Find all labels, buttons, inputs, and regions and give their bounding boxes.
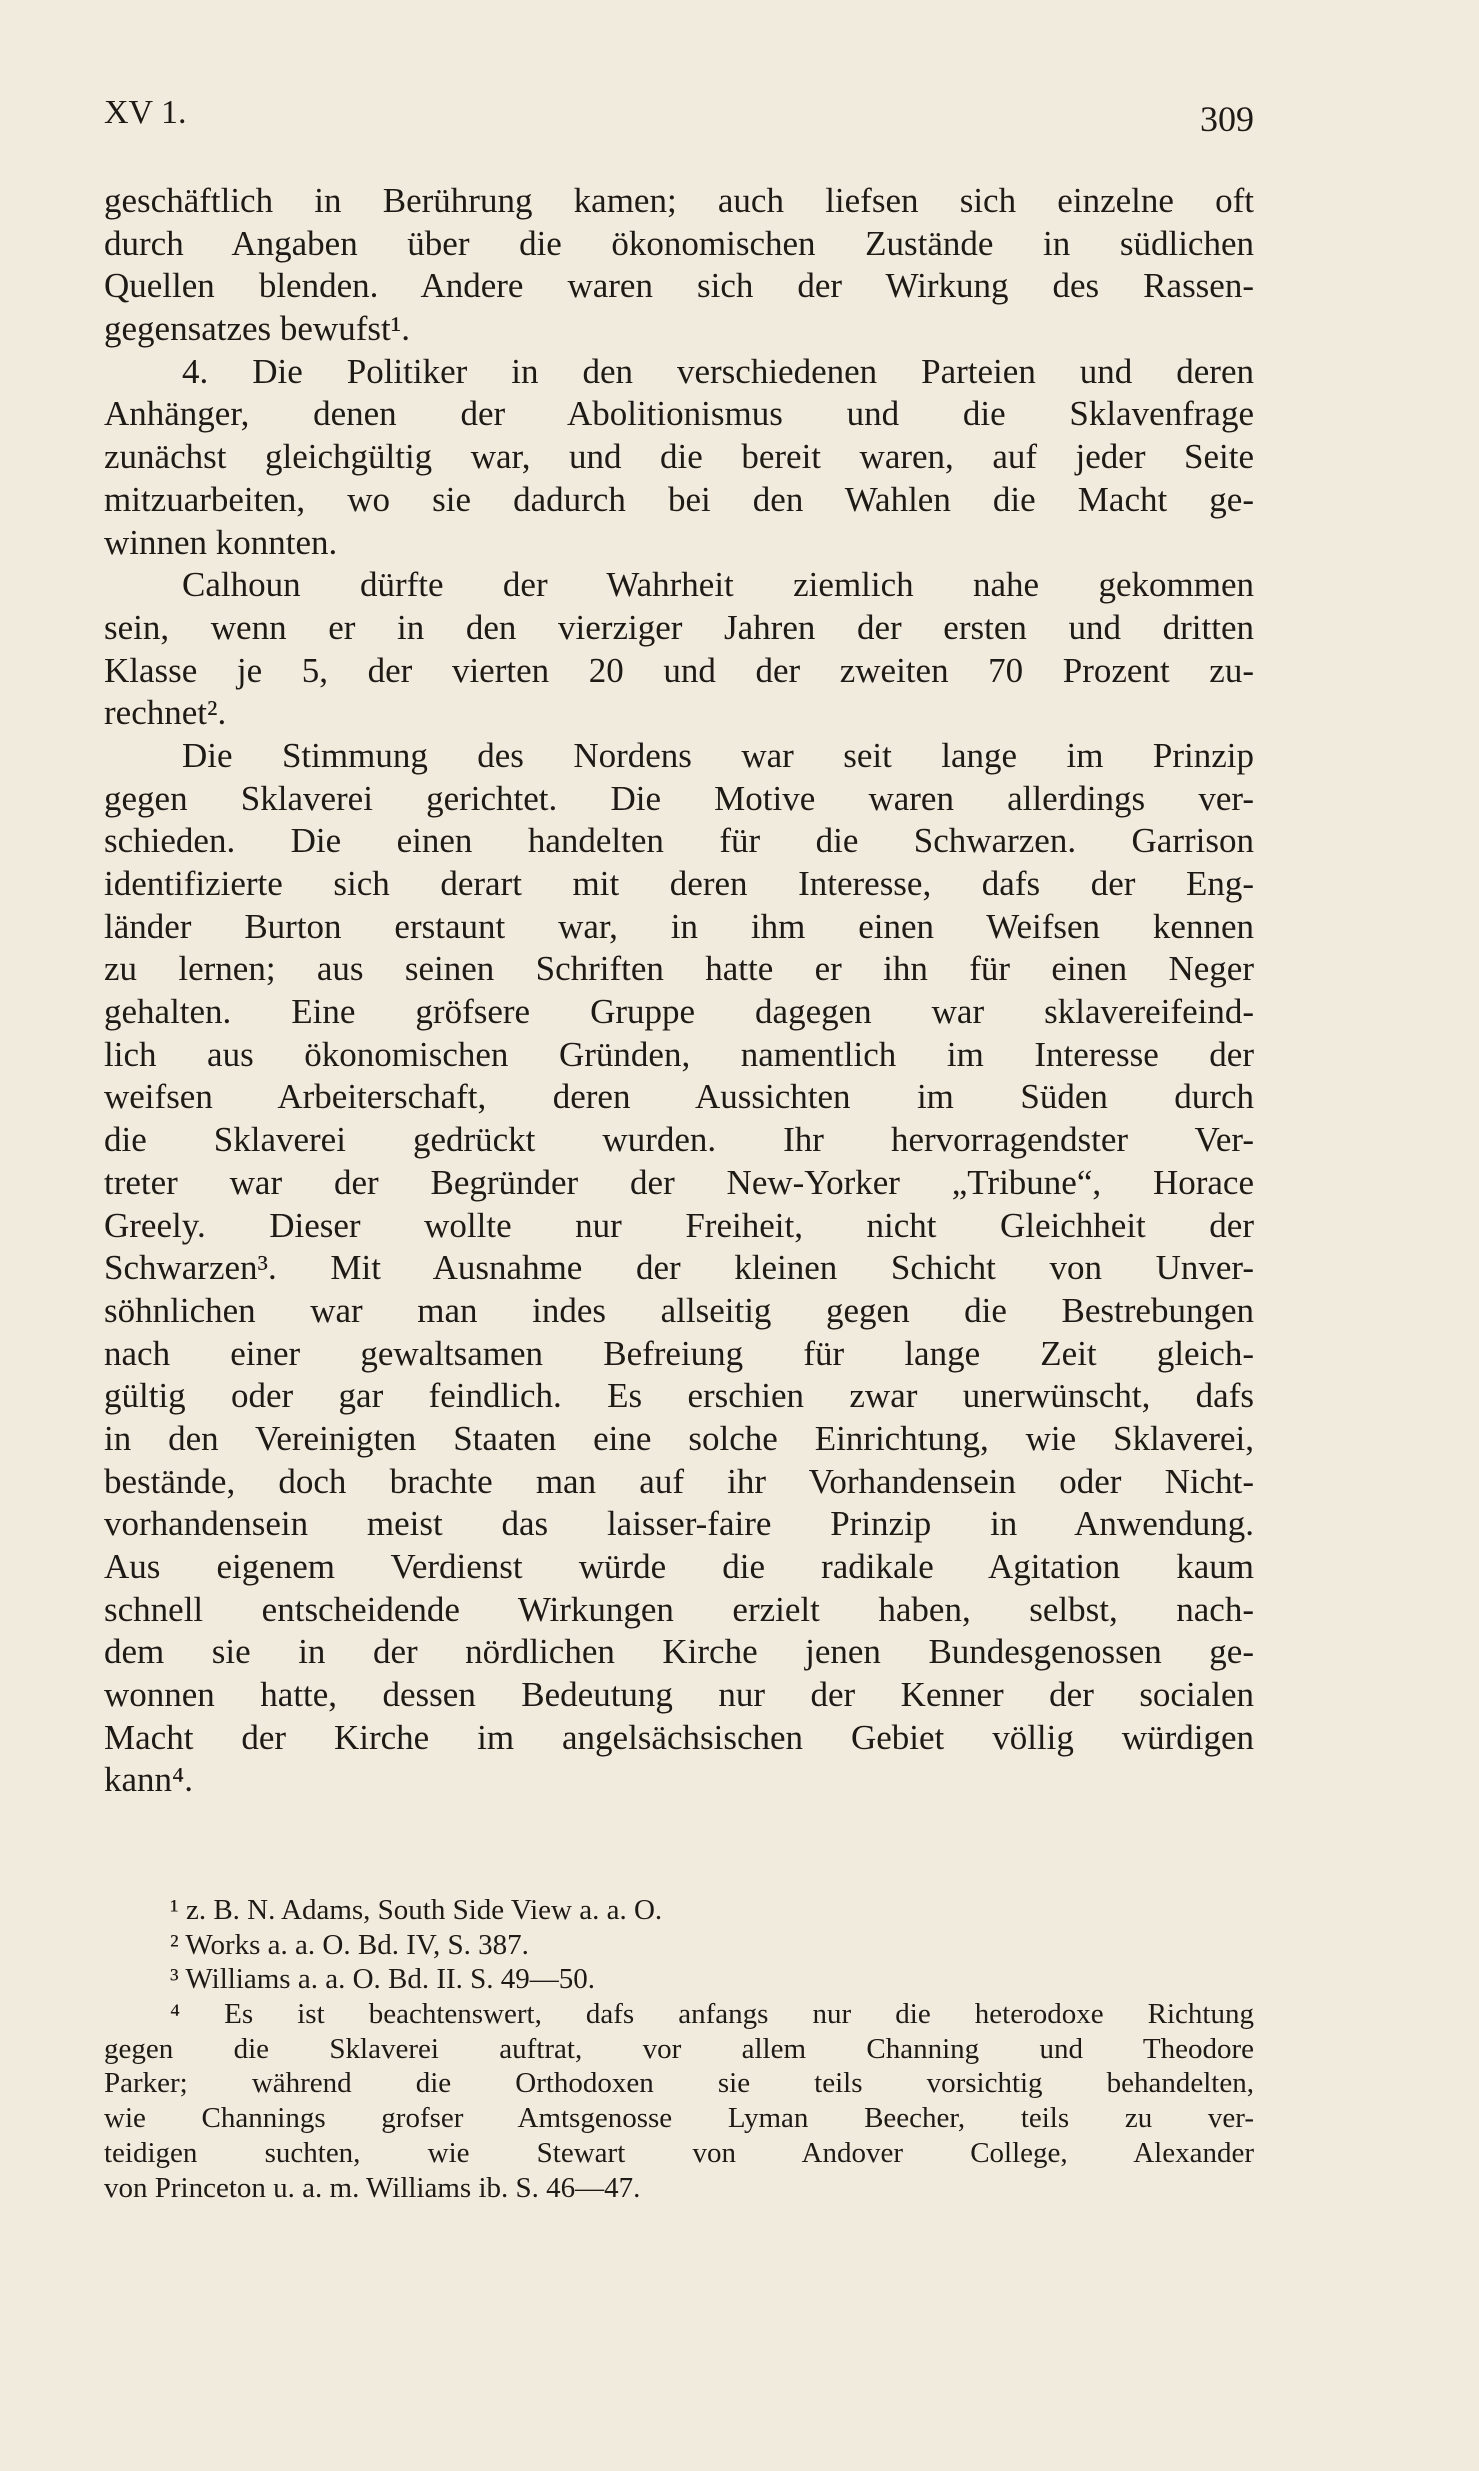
text-line: söhnlichen war man indes allseitig gegen die Bestrebungen	[104, 1290, 1254, 1330]
text-line: 4. Die Politiker in den verschiedenen Parteien und deren	[182, 351, 1254, 391]
text-line: wonnen hatte, dessen Bedeutung nur der Kenner der socialen	[104, 1675, 1254, 1715]
text-line: sein, wenn er in den vierziger Jahren der ersten und dritten	[104, 607, 1254, 647]
text-line: gültig oder gar feindlich. Es erschien zwar unerwünscht, dafs	[104, 1376, 1254, 1416]
text-line: zu lernen; aus seinen Schriften hatte er ihn für einen Neger	[104, 949, 1254, 989]
text-line: Anhänger, denen der Abolitionismus und die Sklavenfrage	[104, 394, 1254, 434]
text-line: gegen Sklaverei gerichtet. Die Motive waren allerdings ver-	[104, 778, 1254, 818]
text-line: mitzuarbeiten, wo sie dadurch bei den Wahlen die Macht ge-	[104, 479, 1254, 519]
footnote-line: Parker; während die Orthodoxen sie teils vorsichtig behandelten,	[104, 2067, 1254, 2100]
text-line: winnen konnten.	[104, 522, 338, 562]
text-line: in den Vereinigten Staaten eine solche Einrichtung, wie Sklaverei,	[104, 1418, 1254, 1458]
text-line: zunächst gleichgültig war, und die bereit waren, auf jeder Seite	[104, 437, 1254, 477]
footnote-line: ³ Williams a. a. O. Bd. II. S. 49—50.	[170, 1963, 596, 1996]
text-line: Macht der Kirche im angelsächsischen Gebiet völlig würdigen	[104, 1717, 1254, 1757]
text-line: dem sie in der nördlichen Kirche jenen Bundesgenossen ge-	[104, 1632, 1254, 1672]
text-line: Quellen blenden. Andere waren sich der Wirkung des Rassen-	[104, 266, 1254, 306]
text-line: Die Stimmung des Nordens war seit lange im Prinzip	[182, 735, 1254, 775]
text-line: bestände, doch brachte man auf ihr Vorhandensein oder Nicht-	[104, 1461, 1254, 1501]
text-line: geschäftlich in Berührung kamen; auch liefsen sich einzelne oft	[104, 181, 1254, 220]
text-line: Schwarzen³. Mit Ausnahme der kleinen Schicht von Unver-	[104, 1248, 1254, 1288]
text-line: lich aus ökonomischen Gründen, namentlich im Interesse der	[104, 1034, 1254, 1074]
footnote-line: teidigen suchten, wie Stewart von Andover College, Alexander	[104, 2136, 1254, 2169]
text-line: Calhoun dürfte der Wahrheit ziemlich nahe gekommen	[182, 565, 1254, 605]
text-line: schieden. Die einen handelten für die Schwarzen. Garrison	[104, 821, 1254, 861]
text-line: treter war der Begründer der New-Yorker „Tribune“, Horace	[104, 1162, 1254, 1202]
footnote-line: ² Works a. a. O. Bd. IV, S. 387.	[170, 1928, 529, 1961]
footnote-line: ¹ z. B. N. Adams, South Side View a. a. O.	[170, 1894, 663, 1926]
text-line: Aus eigenem Verdienst würde die radikale Agitation kaum	[104, 1547, 1254, 1586]
text-line: gehalten. Eine gröfsere Gruppe dagegen war sklavereifeind-	[104, 992, 1254, 1032]
text-line: nach einer gewaltsamen Befreiung für lange Zeit gleich-	[104, 1333, 1254, 1373]
footnote-line: wie Channings grofser Amtsgenosse Lyman Beecher, teils zu ver-	[104, 2102, 1254, 2135]
footnotes-block	[104, 1893, 1254, 2205]
text-line: vorhandensein meist das laisser-faire Prinzip in Anwendung.	[104, 1504, 1254, 1544]
page-number: 309	[1200, 99, 1254, 139]
text-line: rechnet².	[104, 693, 227, 733]
text-line: die Sklaverei gedrückt wurden. Ihr hervorragendster Ver-	[104, 1120, 1254, 1160]
text-line: weifsen Arbeiterschaft, deren Aussichten im Süden durch	[104, 1077, 1254, 1117]
text-line: länder Burton erstaunt war, in ihm einen Weifsen kennen	[104, 906, 1254, 946]
running-header	[104, 94, 1254, 144]
text-line: schnell entscheidende Wirkungen erzielt haben, selbst, nach-	[104, 1589, 1254, 1629]
text-line: identifizierte sich derart mit deren Interesse, dafs der Eng-	[104, 864, 1254, 903]
text-line: durch Angaben über die ökonomischen Zustände in südlichen	[104, 223, 1254, 263]
text-line: Klasse je 5, der vierten 20 und der zweiten 70 Prozent zu-	[104, 650, 1254, 690]
text-line: Greely. Dieser wollte nur Freiheit, nicht Gleichheit der	[104, 1205, 1254, 1245]
main-text-block	[104, 180, 1254, 1802]
section-label: XV 1.	[104, 94, 187, 131]
text-line: kann⁴.	[104, 1760, 193, 1800]
footnote-line: von Princeton u. a. m. Williams ib. S. 46—47.	[104, 2171, 641, 2204]
footnote-line: ⁴ Es ist beachtenswert, dafs anfangs nur die heterodoxe Richtung	[170, 1998, 1254, 2031]
footnote-line: gegen die Sklaverei auftrat, vor allem Channing und Theodore	[104, 2032, 1254, 2065]
text-line: gegensatzes bewufst¹.	[104, 309, 410, 349]
